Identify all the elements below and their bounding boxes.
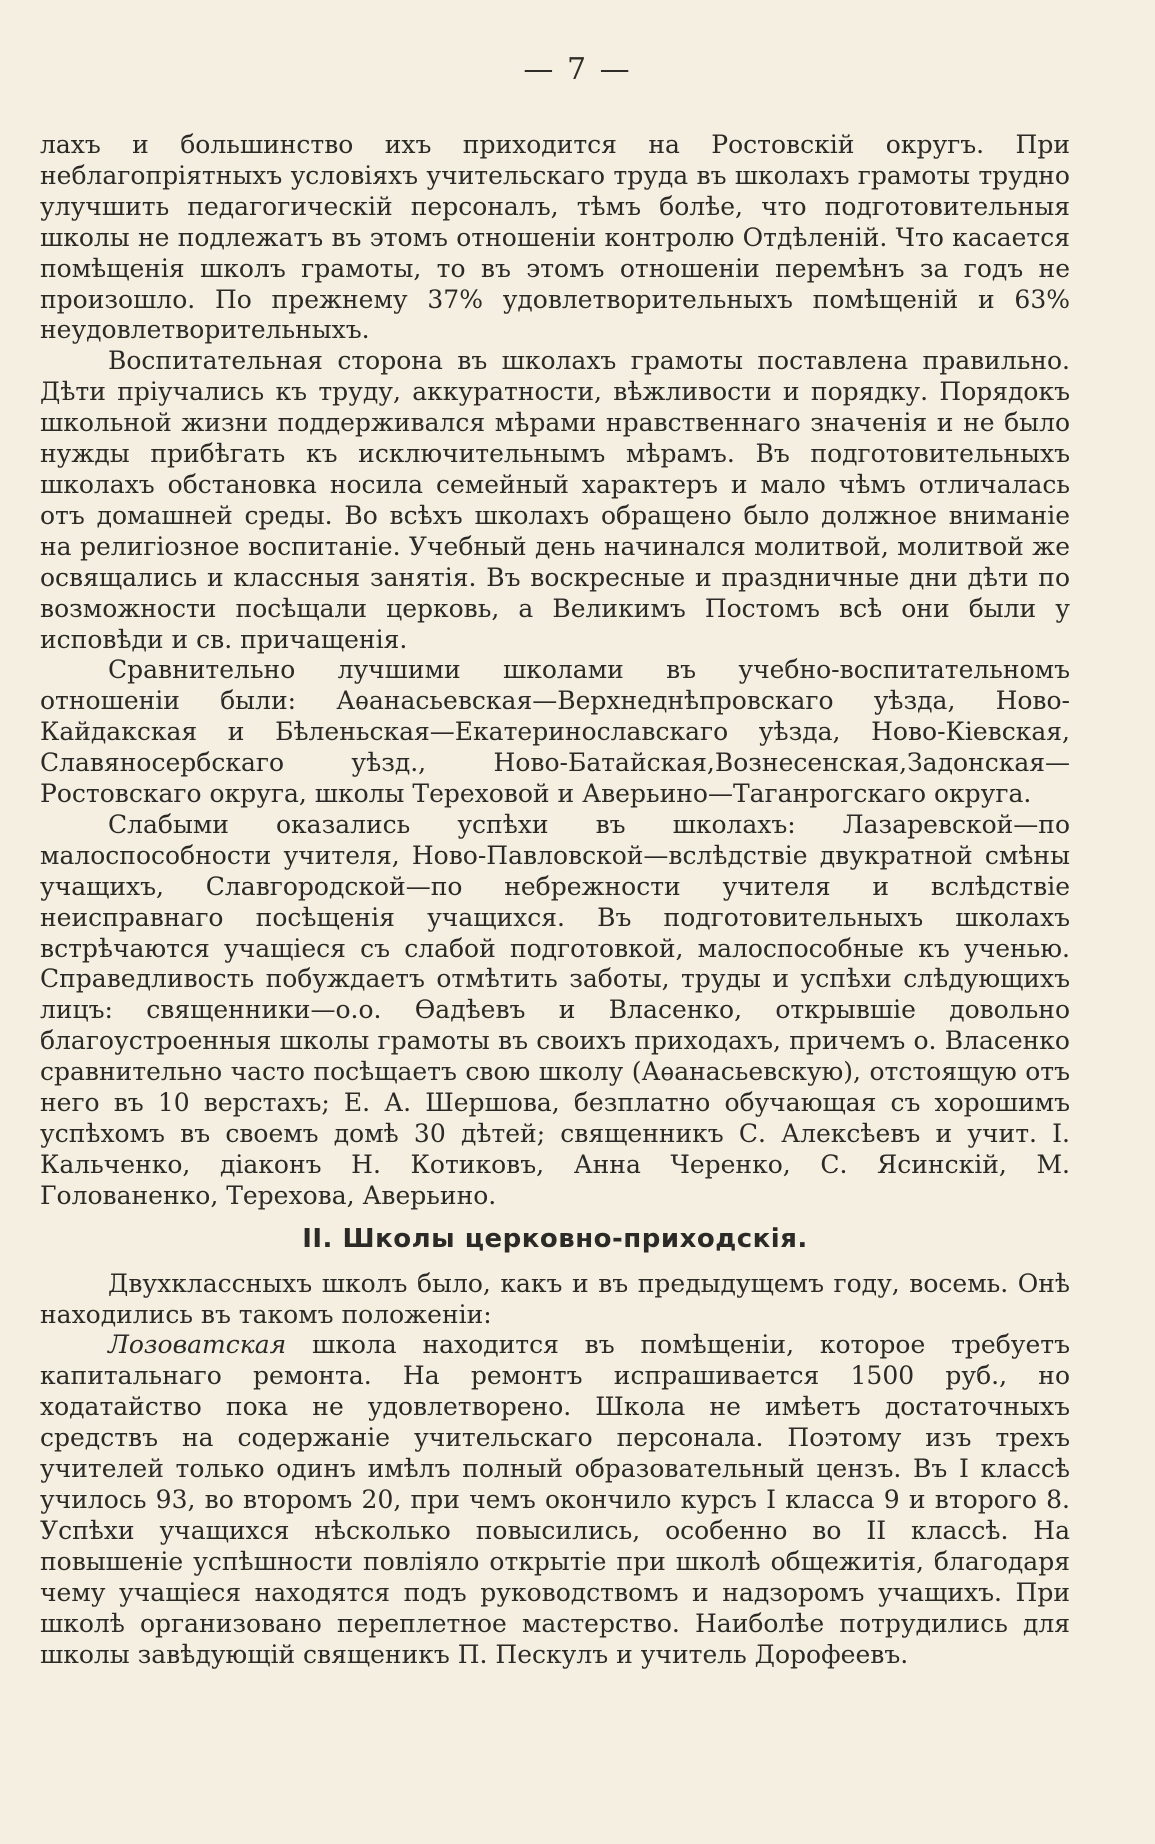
school-name-italic: Лозоватская (108, 1330, 287, 1360)
paragraph-upbringing: Воспитательная сторона въ школахъ грамоты поставлена правильно. Дѣти пріучались къ труду, аккуратности, вѣжливости и порядку. Порядокъ школьной жизни поддерживался мѣрами нравственнаго значенія и не было нужды прибѣгать къ исключительнымъ мѣрамъ. Въ подготовительныхъ школахъ обстановка носила семейный характеръ и мало чѣмъ отличалась отъ домашней среды. Во всѣхъ школахъ обращено было должное вниманіе на религіозное воспитаніе. Учебный день начинался молитвой, молитвой же освящались и классныя занятія. Въ воскресные и праздничные дни дѣти по возможности посѣщали церковь, а Великимъ Постомъ всѣ они были у исповѣди и св. причащенія. (40, 346, 1070, 654)
paragraph-two-class-schools: Двухклассныхъ школъ было, какъ и въ предыдущемъ году, восемь. Онѣ находились въ такомъ положеніи: (40, 1268, 1070, 1329)
paragraph-weak-schools: Слабыми оказались успѣхи въ школахъ: Лазаревской—по малоспособности учителя, Ново-Павловской—вслѣдствіе двукратной смѣны учащихъ, Славгородской—по небрежности учителя и вслѣдствіе неисправнаго посѣщенія учащихся. Въ подготовительныхъ школахъ встрѣчаются учащіеся съ слабой подготовкой, малоспособные къ ученью. Справедливость побуждаетъ отмѣтить заботы, труды и успѣхи слѣдующихъ лицъ: священники—о.о. Ѳадѣевъ и Власенко, открывшіе довольно благоустроенныя школы грамоты въ своихъ приходахъ, причемъ о. Власенко сравнительно часто посѣщаетъ свою школу (Аѳанасьевскую), отстоящую отъ него въ 10 верстахъ; Е. А. Шершова, безплатно обучающая съ хорошимъ успѣхомъ въ своемъ домѣ 30 дѣтей; священникъ С. Алексѣевъ и учит. І. Кальченко, діаконъ Н. Котиковъ, Анна Черенко, С. Ясинскій, М. Голованенко, Терехова, Аверьино. (40, 809, 1070, 1210)
page-number: — 7 — (523, 52, 632, 87)
paragraph-lozovatskaya (40, 1330, 1070, 1670)
page-body (40, 130, 1070, 1670)
paragraph-continuation: лахъ и большинство ихъ приходится на Ростовскій округъ. При неблагопріятныхъ условіяхъ учительскаго труда въ школахъ грамоты трудно улучшить педагогическій персоналъ, тѣмъ болѣе, что подготовительныя школы не подлежатъ въ этомъ отношеніи контролю Отдѣленій. Что касается помѣщенія школъ грамоты, то въ этомъ отношеніи перемѣнъ за годъ не произошло. По прежнему 37% удовлетворительныхъ помѣщеній и 63% неудовлетворительныхъ. (40, 130, 1070, 345)
paragraph-best-schools: Сравнительно лучшими школами въ учебно-воспитательномъ отношеніи были: Аѳанасьевская—Верхнеднѣпровскаго уѣзда, Ново-Кайдакская и Бѣленьская—Екатеринославскаго уѣзда, Ново-Кіевская, Славяносербскаго уѣзд., Ново-Батайская,Вознесенская,Задонская—Ростовскаго округа, школы Тереховой и Аверьино—Таганрогскаго округа. (40, 655, 1070, 809)
section-heading: II. Школы церковно-приходскія. (302, 1223, 808, 1254)
paragraph-lozovatskaya-text: школа находится въ помѣщеніи, которое требуетъ капитальнаго ремонта. На ремонтъ испрашивается 1500 руб., но ходатайство пока не удовлетворено. Школа не имѣетъ достаточныхъ средствъ на содержаніе учительскаго персонала. Поэтому изъ трехъ учителей только одинъ имѣлъ полный образовательный цензъ. Въ І классѣ училось 93, во второмъ 20, при чемъ окончило курсъ І класса 9 и второго 8. Успѣхи учащихся нѣсколько повысились, особенно во ІІ классѣ. На повышеніе успѣшности повліяло открытіе при школѣ общежитія, благодаря чему учащіеся находятся подъ руководствомъ и надзоромъ учащихъ. При школѣ организовано переплетное мастерство. Наиболѣе потрудились для школы завѣдующій священикъ П. Пескулъ и учитель Дорофеевъ. (40, 1330, 1070, 1669)
